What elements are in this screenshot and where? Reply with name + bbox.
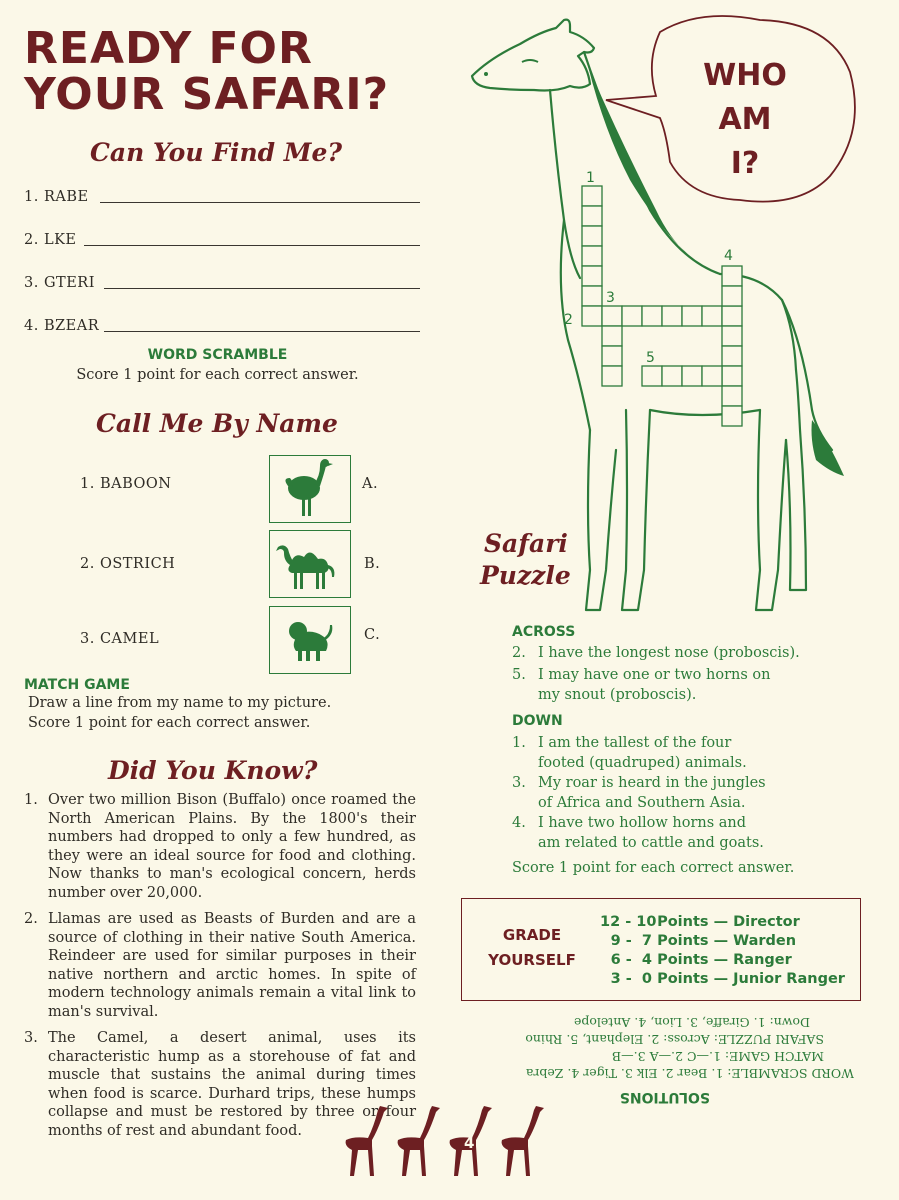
solution-line: MATCH GAME: 1.—C 2.—A 3.—B bbox=[611, 1049, 824, 1064]
solution-line: WORD SCRAMBLE: 1. Bear 2. Elk 3. Tiger 4. Zebra bbox=[525, 1066, 854, 1081]
clue-number: 5. bbox=[512, 667, 526, 683]
fact-text: Llamas are used as Beasts of Burden and are a source of clothing in their native South America. Reindeer are used for similar purposes in their native northern and arctic homes. In spite of modern technology animals remain a vital link to man's survival. bbox=[48, 911, 416, 1020]
clue-number: 3. bbox=[512, 775, 526, 791]
grade-range: 3 - 0 bbox=[610, 971, 652, 987]
scramble-answer-line-4[interactable] bbox=[104, 331, 420, 332]
puzzle-score: Score 1 point for each correct answer. bbox=[512, 860, 795, 876]
scramble-word: 3. GTERI bbox=[24, 275, 95, 291]
grade-row: 12 - 10 Points — Director bbox=[600, 914, 800, 930]
call-me-heading: Call Me By Name bbox=[96, 409, 338, 438]
grade-row: 9 - 7 Points — Warden bbox=[600, 932, 845, 951]
fact-text: The Camel, a desert animal, uses its characteristic hump as a storehouse of fat and muscle that sustains the animal during times when food is scarce. Durhard trips, these humps collapse and must be restored by three or four months of rest and abundant food. bbox=[48, 1030, 416, 1139]
scramble-answer-line-1[interactable] bbox=[100, 202, 420, 203]
main-title-line-1: READY FOR bbox=[24, 23, 313, 74]
crossword-number-2: 2 bbox=[564, 312, 573, 328]
picture-box-c[interactable] bbox=[269, 606, 351, 674]
crossword-number-5: 5 bbox=[646, 350, 655, 366]
facts-list bbox=[24, 791, 416, 1148]
who-line: WHO bbox=[703, 58, 787, 93]
crossword-number-1: 1 bbox=[586, 170, 595, 186]
crossword-number-4: 4 bbox=[724, 248, 733, 264]
crossword-number-3: 3 bbox=[606, 290, 615, 306]
solution-line: Down: 1. Giraffe, 3. Lion, 4. Antelope bbox=[573, 1015, 810, 1030]
ostrich-icon bbox=[270, 456, 350, 522]
word-scramble-label: WORD SCRAMBLE bbox=[147, 347, 288, 363]
down-label: DOWN bbox=[512, 713, 563, 729]
grade-points: Points bbox=[657, 971, 709, 987]
clue-number: 4. bbox=[512, 815, 526, 831]
grade-points: Points bbox=[657, 933, 709, 949]
match-game-label: MATCH GAME bbox=[24, 677, 130, 693]
grade-label-line-2: YOURSELF bbox=[488, 951, 576, 969]
giraffe-silhouettes bbox=[336, 1100, 556, 1180]
scramble-answer-line-2[interactable] bbox=[84, 245, 420, 246]
match-name-3: 3. CAMEL bbox=[80, 631, 160, 647]
across-clue-2 bbox=[512, 644, 852, 664]
clue-text: My roar is heard in the jungles bbox=[538, 775, 766, 791]
grade-row: 3 - 0 Points — Junior Ranger bbox=[600, 970, 845, 989]
grade-yourself-label bbox=[472, 923, 592, 973]
grade-rank: Ranger bbox=[733, 952, 792, 968]
grade-rank: Junior Ranger bbox=[733, 971, 845, 987]
page-number: 4 bbox=[464, 1134, 475, 1152]
giraffe-icon bbox=[398, 1106, 440, 1176]
clue-number: 1. bbox=[512, 735, 526, 751]
safari-puzzle-heading-line-1: Safari bbox=[484, 529, 568, 558]
grade-row: 6 - 4 Points — Ranger bbox=[600, 951, 845, 970]
grade-table bbox=[600, 913, 845, 989]
did-you-know-heading: Did You Know? bbox=[108, 756, 318, 785]
safari-puzzle-heading-line-2: Puzzle bbox=[480, 561, 571, 590]
down-clue-4 bbox=[512, 814, 852, 853]
clue-text-cont: of Africa and Southern Asia. bbox=[538, 794, 746, 811]
clue-text-cont: footed (quadruped) animals. bbox=[538, 754, 747, 771]
match-game-score: Score 1 point for each correct answer. bbox=[28, 715, 311, 731]
clue-text-cont: am related to cattle and goats. bbox=[538, 834, 764, 851]
scramble-answer-line-3[interactable] bbox=[104, 288, 420, 289]
scramble-word: 1. RABE bbox=[24, 189, 89, 205]
grade-points: Points bbox=[657, 952, 709, 968]
down-clue-1 bbox=[512, 734, 852, 773]
scramble-word: 2. LKE bbox=[24, 232, 77, 248]
fact-item bbox=[24, 910, 416, 1021]
grade-label-line-1: GRADE bbox=[502, 926, 562, 944]
i-line: I? bbox=[730, 146, 760, 181]
solution-line: SAFARI PUZZLE: Across: 2. Elephant, 5. Rhino bbox=[525, 1032, 824, 1047]
grade-box bbox=[461, 898, 861, 1001]
main-title-line-2: YOUR SAFARI? bbox=[24, 69, 390, 120]
fact-number: 2. bbox=[24, 911, 38, 927]
picture-box-b[interactable] bbox=[269, 530, 351, 598]
fact-item bbox=[24, 791, 416, 902]
solutions-heading: SOLUTIONS bbox=[619, 1089, 710, 1105]
am-line: AM bbox=[718, 102, 772, 137]
grade-range: 12 - 10 bbox=[600, 914, 657, 930]
match-letter-b: B. bbox=[364, 556, 381, 572]
scramble-item-3 bbox=[24, 275, 95, 291]
down-clue-3 bbox=[512, 774, 852, 813]
camel-icon bbox=[270, 531, 350, 597]
grade-rank: Director bbox=[733, 914, 800, 930]
solutions-block bbox=[448, 1014, 860, 1105]
find-me-heading: Can You Find Me? bbox=[90, 138, 343, 167]
clue-text-cont: my snout (proboscis). bbox=[538, 686, 697, 703]
clue-text: I may have one or two horns on bbox=[538, 667, 771, 683]
clue-text: I have two hollow horns and bbox=[538, 815, 747, 831]
across-label: ACROSS bbox=[512, 624, 576, 640]
fact-number: 1. bbox=[24, 792, 38, 808]
grade-range: 9 - 7 bbox=[610, 933, 652, 949]
giraffe-icon bbox=[346, 1106, 388, 1176]
match-letter-a: A. bbox=[362, 476, 379, 492]
safari-puzzle-heading bbox=[480, 528, 571, 592]
baboon-icon bbox=[270, 607, 350, 673]
who-am-i-text bbox=[680, 54, 810, 186]
match-name-1: 1. BABOON bbox=[80, 476, 172, 492]
across-clue-5 bbox=[512, 666, 852, 705]
clue-text: I have the longest nose (proboscis). bbox=[538, 645, 800, 661]
match-game-instruction: Draw a line from my name to my picture. bbox=[28, 695, 332, 711]
grade-points: Points bbox=[657, 914, 709, 930]
grade-rank: Warden bbox=[733, 933, 797, 949]
match-name-2: 2. OSTRICH bbox=[80, 556, 176, 572]
fact-number: 3. bbox=[24, 1030, 38, 1046]
giraffe-icon bbox=[502, 1106, 544, 1176]
picture-box-a[interactable] bbox=[269, 455, 351, 523]
scramble-item-4 bbox=[24, 318, 99, 334]
scramble-item-2 bbox=[24, 232, 77, 248]
scramble-word: 4. BZEAR bbox=[24, 318, 100, 334]
clue-text: I am the tallest of the four bbox=[538, 735, 732, 751]
clue-number: 2. bbox=[512, 645, 526, 661]
main-title bbox=[24, 23, 390, 120]
grade-range: 6 - 4 bbox=[610, 952, 652, 968]
match-letter-c: C. bbox=[364, 627, 381, 643]
fact-text: Over two million Bison (Buffalo) once roamed the North American Plains. By the 1800's their numbers had dropped to only a few hundred, as they were an ideal source for food and clothing. Now thanks to man's ecological concern, herds number over 20,000. bbox=[48, 792, 416, 901]
word-scramble-score: Score 1 point for each correct answer. bbox=[76, 367, 359, 383]
